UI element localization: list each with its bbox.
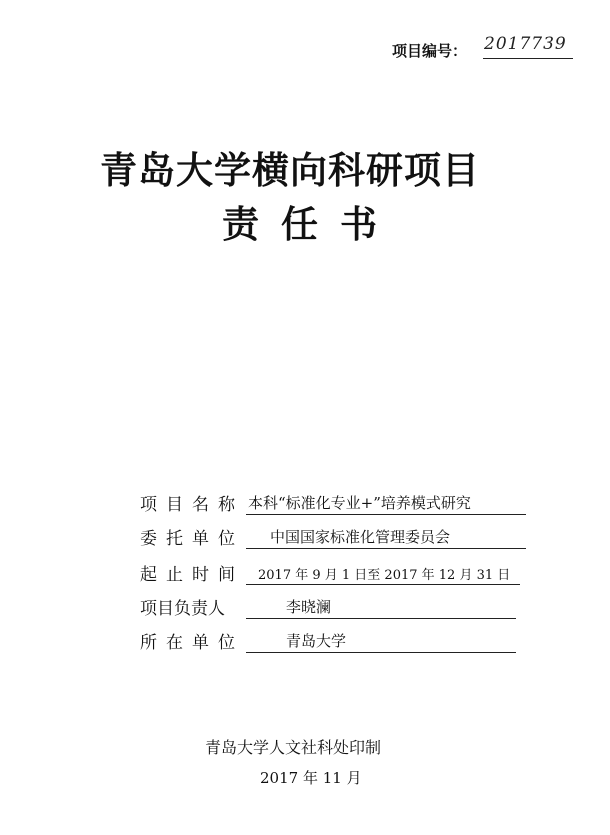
field-value: 本科“标准化专业+”培养模式研究	[248, 494, 471, 512]
field-label: 委托单位	[140, 529, 244, 549]
project-number-label: 项目编号：	[392, 42, 468, 60]
field-underline	[246, 514, 526, 515]
field-value: 李晓澜	[286, 598, 332, 616]
footer-date: 2017 年 11 月	[260, 769, 362, 787]
field-value: 青岛大学	[286, 632, 347, 650]
field-underline	[246, 652, 516, 653]
field-label: 起止时间	[140, 565, 244, 585]
project-number-value: 2017739	[484, 34, 567, 54]
field-label: 项目名称	[140, 495, 244, 515]
footer-issuer: 青岛大学人文社科处印制	[205, 738, 382, 757]
document-title: 青岛大学横向科研项目	[100, 149, 480, 192]
field-underline	[246, 584, 520, 585]
project-number-underline	[483, 58, 573, 59]
document-subtitle: 责任书	[222, 203, 399, 246]
field-underline	[246, 548, 526, 549]
field-label: 所在单位	[140, 633, 244, 653]
field-value: 中国国家标准化管理委员会	[270, 528, 451, 546]
field-value: 2017 年 9 月 1 日至 2017 年 12 月 31 日	[258, 568, 511, 583]
field-label: 项目负责人	[140, 599, 225, 619]
field-underline	[246, 618, 516, 619]
